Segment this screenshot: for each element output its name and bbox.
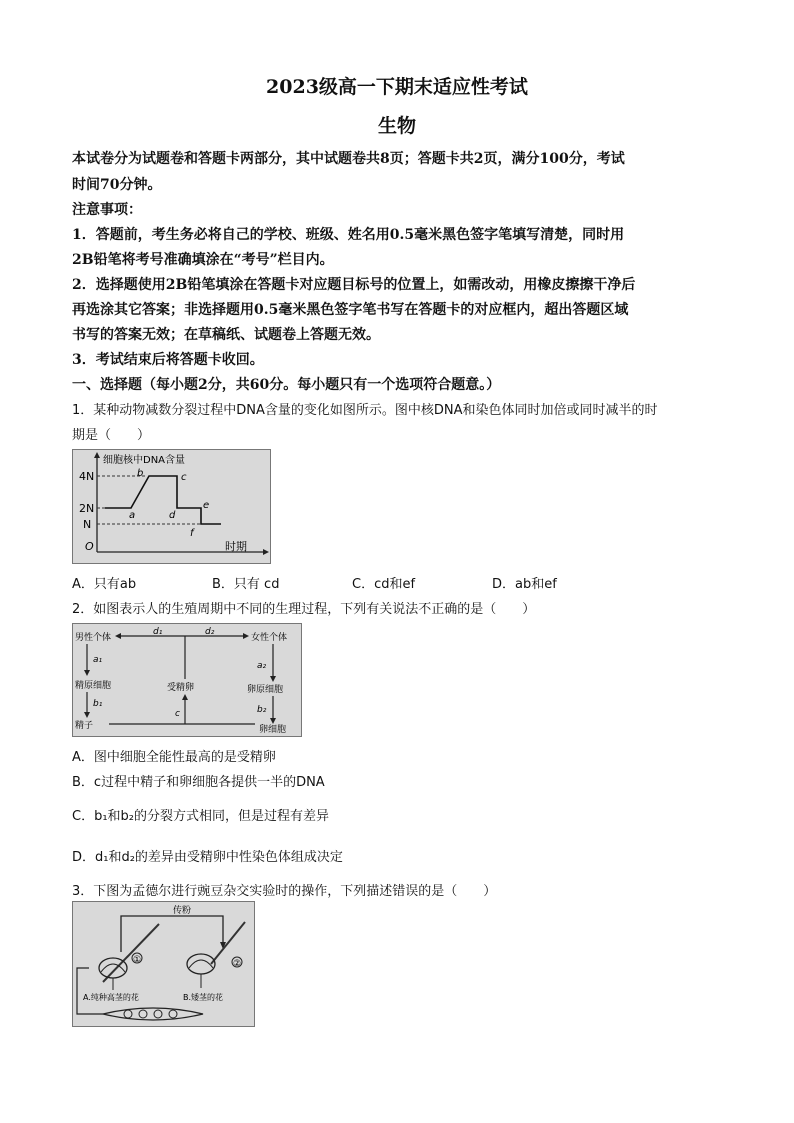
intro-line-1: 本试卷分为试题卷和答题卡两部分，其中试题卷共8页；答题卡共2页，满分100分，考试: [72, 151, 625, 167]
notice-2-line-1: 2．选择题使用2B铅笔填涂在答题卡对应题目标号的位置上，如需改动，用橡皮擦擦干净后: [72, 277, 636, 293]
label-female: 女性个体: [251, 633, 288, 643]
label-sperm-cell: 精原细胞: [75, 681, 112, 691]
label-sperm: 精子: [75, 721, 94, 731]
label-male: 男性个体: [75, 633, 112, 643]
q2-reproduction-diagram: [72, 623, 302, 737]
notice-1-line-1: 1．答题前，考生务必将自己的学校、班级、姓名用0.5毫米黑色签字笔填写清楚，同时用: [72, 227, 625, 243]
x-axis-label: 时期: [225, 540, 247, 553]
label-flower-a: A.纯种高茎的花: [83, 993, 139, 1002]
label-c: c: [175, 709, 180, 719]
label-pollinate: 传粉: [173, 906, 192, 916]
q1-stem-line-1: 1．某种动物减数分裂过程中DNA含量的变化如图所示。图中核DNA和染色体同时加倍或同时减半的时: [72, 403, 658, 418]
notice-2-line-2: 再选涂其它答案；非选择题用0.5毫米黑色签字笔书写在答题卡的对应框内，超出答题区域: [72, 302, 629, 318]
graph-title: 细胞核中DNA含量: [103, 455, 186, 466]
q1-dna-graph: [72, 449, 271, 564]
exam-title: 2023级高一下期末适应性考试: [266, 76, 528, 98]
label-a2: a₂: [257, 661, 267, 671]
label-flower-b: B.矮茎的花: [183, 993, 224, 1002]
q1-stem-line-2: 期是（ ）: [72, 428, 151, 443]
point-a: a: [129, 510, 136, 521]
y-label-n: N: [83, 518, 92, 531]
origin-label: O: [85, 540, 94, 553]
q1-option-b[interactable]: B．只有 cd: [212, 577, 280, 592]
notice-title: 注意事项：: [72, 202, 142, 218]
label-egg: 卵细胞: [259, 725, 287, 735]
intro-line-2: 时间70分钟。: [72, 177, 162, 193]
label-zygote: 受精卵: [167, 683, 195, 693]
q2-option-b[interactable]: B．c过程中精子和卵细胞各提供一半的DNA: [72, 775, 325, 790]
section-1-title: 一、选择题（每小题2分，共60分。每小题只有一个选项符合题意。）: [72, 377, 501, 393]
label-a1: a₁: [93, 655, 103, 665]
point-c: c: [181, 472, 187, 483]
point-f: f: [190, 528, 194, 539]
y-label-2n: 2N: [79, 502, 95, 515]
point-e: e: [203, 500, 210, 511]
subject-title: 生物: [377, 115, 416, 137]
q2-stem: 2．如图表示人的生殖周期中不同的生理过程，下列有关说法不正确的是（ ）: [72, 602, 536, 617]
q2-option-a[interactable]: A．图中细胞全能性最高的是受精卵: [72, 750, 276, 765]
point-d: d: [169, 510, 176, 521]
q3-pea-cross-figure: [72, 901, 255, 1027]
q2-option-d[interactable]: D．d₁和d₂的差异由受精卵中性染色体组成决定: [72, 850, 343, 865]
q3-stem: 3．下图为孟德尔进行豌豆杂交实验时的操作，下列描述错误的是（ ）: [72, 884, 497, 899]
label-step-1: ①: [133, 955, 142, 965]
q2-option-c[interactable]: C．b₁和b₂的分裂方式相同，但是过程有差异: [72, 809, 330, 824]
notice-3: 3．考试结束后将答题卡收回。: [72, 352, 264, 368]
q1-option-c[interactable]: C．cd和ef: [352, 577, 416, 592]
label-step-2: ②: [233, 959, 242, 969]
label-b2: b₂: [257, 705, 267, 715]
notice-1-line-2: 2B铅笔将考号准确填涂在“考号”栏目内。: [72, 252, 334, 268]
point-b: b: [137, 468, 144, 479]
q1-option-d[interactable]: D．ab和ef: [492, 577, 557, 592]
label-egg-cell: 卵原细胞: [247, 685, 284, 695]
label-d2: d₂: [205, 627, 215, 637]
y-label-4n: 4N: [79, 470, 95, 483]
label-b1: b₁: [93, 699, 103, 709]
notice-2-line-3: 书写的答案无效；在草稿纸、试题卷上答题无效。: [72, 327, 380, 343]
q1-option-a[interactable]: A．只有ab: [72, 577, 137, 592]
label-d1: d₁: [153, 627, 163, 637]
